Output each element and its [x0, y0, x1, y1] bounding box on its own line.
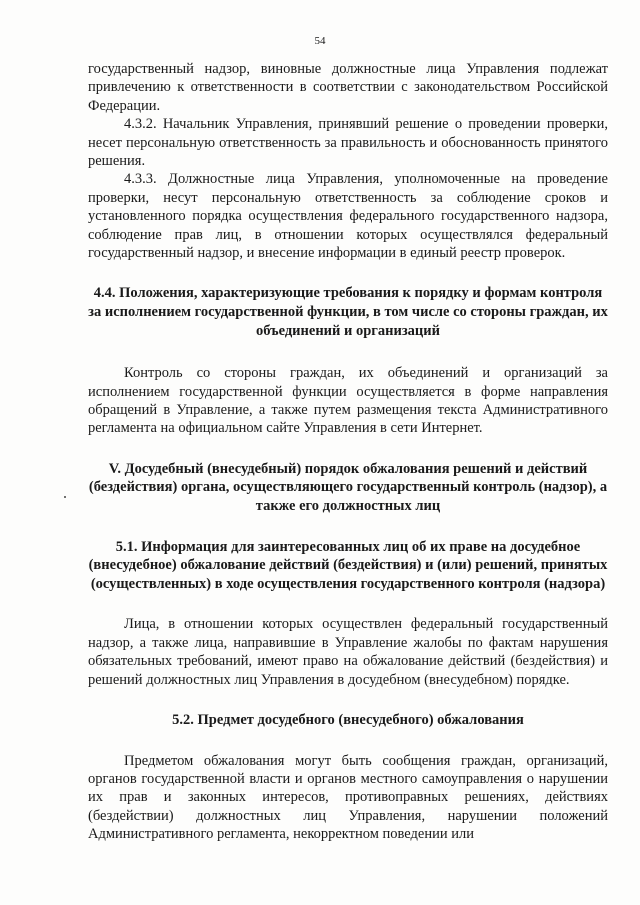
heading-5-1: 5.1. Информация для заинтересованных лиц об их праве на досудебное (внесудебное) обжалование действий (бездействия) и (или) решений, принятых (осуществленных) в ходе осуществления государственного контроля (надзора): [88, 538, 608, 592]
heading-4-4: 4.4. Положения, характеризующие требования к порядку и формам контроля за исполнением государственной функции, в том числе со стороны граждан, их объединений и организаций: [88, 285, 608, 339]
paragraph-liability-continuation: государственный надзор, виновные должностные лица Управления подлежат привлечению к ответственности в соответствии с законодательством Российской Федерации.: [88, 61, 608, 114]
paragraph-appeal-right: Лица, в отношении которых осуществлен федеральный государственный надзор, а также лица, направившие в Управление жалобы по фактам нарушения обязательных требований, имеют право на обжалование действий (бездействия) и решений должностных лиц Управления в досудебном (внесудебном) порядке.: [88, 616, 608, 688]
paragraph-4-3-3: 4.3.3. Должностные лица Управления, уполномоченные на проведение проверки, несут персональную ответственность за соблюдение сроков и установленного порядка осуществления федерального государственного надзора, соблюдение прав лиц, в отношении которых осуществлялся федеральный государственный надзор, и внесение информации в единый реестр проверок.: [88, 171, 608, 262]
paragraph-citizen-control: Контроль со стороны граждан, их объединений и организаций за исполнением государственной функции осуществляется в форме направления обращений в Управление, а также путем размещения текста Административного регламента на официальном сайте Управления в сети Интернет.: [88, 365, 608, 437]
page-number: 54: [314, 35, 326, 47]
paragraph-4-3-2: 4.3.2. Начальник Управления, принявший решение о проведении проверки, несет персональную ответственность за правильность и обоснованность принятого решения.: [88, 116, 608, 170]
heading-5-2: 5.2. Предмет досудебного (внесудебного) обжалования: [172, 712, 524, 729]
document-body: [88, 60, 608, 844]
scan-speck: [64, 496, 66, 498]
paragraph-appeal-subject: Предметом обжалования могут быть сообщения граждан, организаций, органов государственной власти и органов местного самоуправления о нарушении их прав и законных интересов, противоправных решениях, действиях (бездействии) должностных лиц Управления, нарушении положений Административного регламента, некорректном поведении или: [88, 752, 608, 843]
heading-section-v: V. Досудебный (внесудебный) порядок обжалования решений и действий (бездействия) органа, осуществляющего государственный контроль (надзор), а также его должностных лиц: [88, 460, 608, 515]
